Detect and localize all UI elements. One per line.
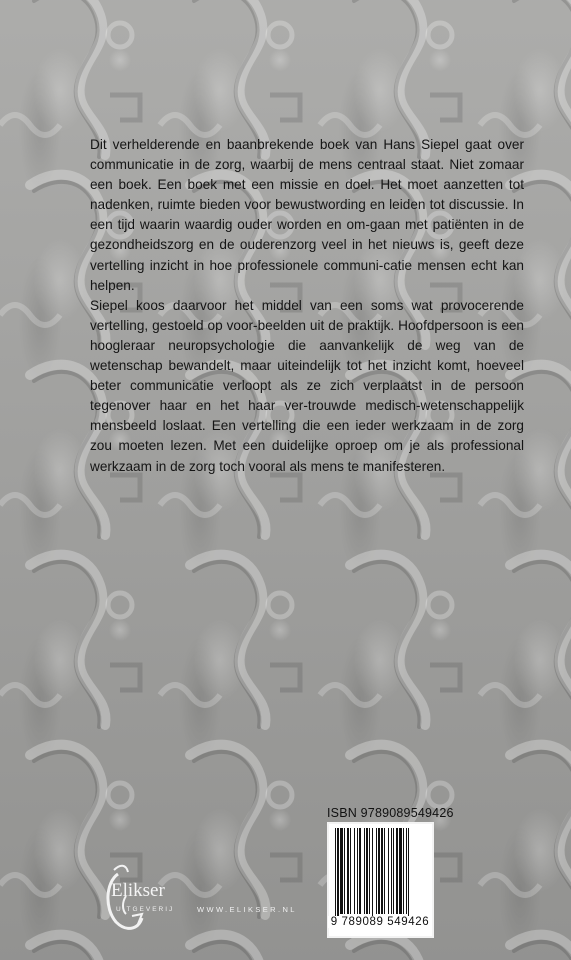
barcode-bar: [381, 828, 383, 914]
barcode-bar: [388, 828, 389, 914]
barcode-bar: [344, 828, 345, 914]
description-paragraph-1: Dit verhelderende en baanbrekende boek van Hans Siepel gaat over communicatie in de zorg, waarbij de mens centraal staat. Niet zomaar een boek. Een boek met een missie en doel. Het moet aanzetten tot nadenken, ruimte bieden voor bewustwording en leiden tot discussie. In een tijd waarin waardig ouder worden en om-gaan met patiënten in de gezondheidszorg en de ouderenzorg veel in het nieuws is, geeft deze vertelling inzicht in hoe professionele communi-catie mensen echt kan helpen.: [90, 137, 524, 293]
barcode-bar: [354, 828, 355, 914]
barcode-bar: [393, 828, 394, 914]
barcode-number: 9 789089 549426: [328, 916, 432, 928]
barcode-bar: [399, 828, 402, 914]
barcode-bar: [406, 828, 407, 914]
barcode-bar: [364, 828, 365, 914]
publisher-name: Elikser: [111, 880, 165, 901]
barcode-bar: [366, 828, 368, 914]
barcode-bar: [340, 828, 343, 914]
barcode-bar: [408, 828, 409, 920]
barcode-bar: [403, 828, 404, 914]
barcode-bar: [391, 828, 392, 914]
barcode-bar: [357, 828, 358, 914]
barcode-bar: [369, 828, 370, 914]
publisher-subtitle: UITGEVERIJ: [116, 906, 175, 913]
barcode-bar: [335, 828, 336, 920]
book-description: [90, 135, 524, 477]
barcode-bar: [359, 828, 361, 914]
barcode-bar: [350, 828, 351, 914]
isbn-label: ISBN 9789089549426: [327, 806, 454, 820]
barcode-bar: [372, 828, 373, 920]
barcode-bar: [384, 828, 385, 914]
description-paragraph-2: Siepel koos daarvoor het middel van een soms wat provocerende vertelling, gestoeld op voor-beelden uit de praktijk. Hoofdpersoon is een hoogleraar neuropsychologie die aanvankelijk de weg van de wetenschap bewandelt, maar uiteindelijk tot het inzicht komt, hoeveel beter communicatie verloopt als ze zich verplaatst in de persoon tegenover haar en het haar ver-trouwde medisch-wetenschappelijk mensbeeld loslaat. Een vertelling die een ieder werkzaam in de zorg zou moeten lezen. Met een duidelijke oproep om je als professional werkzaam in de zorg toch vooral als mens te manifesteren.: [90, 297, 524, 474]
barcode-bar: [396, 828, 398, 914]
barcode-bar: [337, 828, 339, 920]
barcode-bar: [378, 828, 380, 914]
barcode-bar: [376, 828, 377, 914]
publisher-website[interactable]: WWW.ELIKSER.NL: [197, 905, 297, 914]
barcode-bar: [347, 828, 349, 914]
